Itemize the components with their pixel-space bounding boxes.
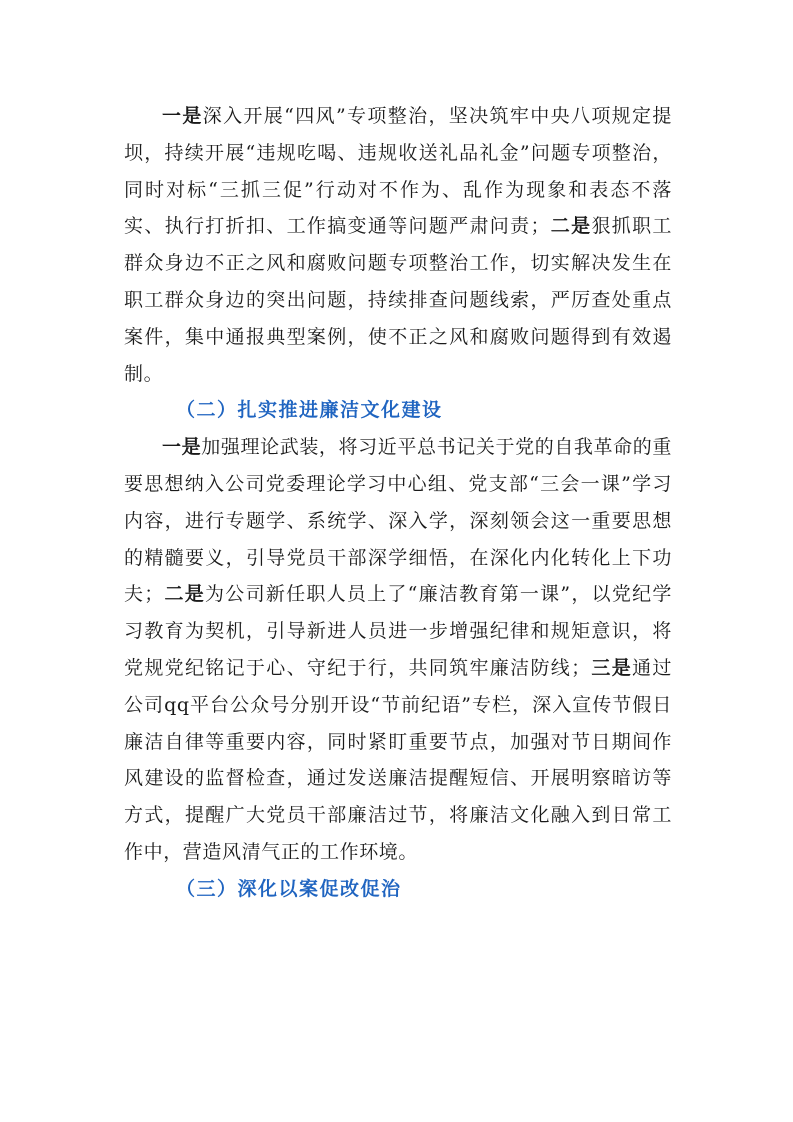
body-paragraph-2 [124,429,672,871]
body-paragraph-1 [124,98,672,392]
lead-phrase: 三是 [590,656,633,679]
document-page [124,98,672,908]
section-heading-3: （三）深化以案促改促治 [176,877,402,900]
section-heading-2: （二）扎实推进廉洁文化建设 [176,399,443,422]
paragraph-text: 为公司新任职人员上了“廉洁教育第一课”，以党纪学习教育为契机，引导新进人员进一步增强纪律和规矩意识，将党规党纪铭记于心、守纪于行，共同筑牢廉洁防线； [124,583,673,679]
paragraph-text: 通过公司qq平台公众号分别开设“节前纪语”专栏，深入宣传节假日廉洁自律等重要内容，同时紧盯重要节点，加强对节日期间作风建设的监督检查，通过发送廉洁提醒短信、开展明察暗访等方式，提醒广大党员干部廉洁过节，将廉洁文化融入到日常工作中，营造风清气正的工作环境。 [124,656,673,863]
lead-phrase: 二是 [163,583,206,606]
lead-phrase: 一是 [162,436,202,459]
paragraph-text: 狠抓职工群众身边不正之风和腐败问题专项整治工作，切实解决发生在职工群众身边的突出问题，持续排查问题线索，严厉查处重点案件，集中通报典型案例，使不正之风和腐败问题得到有效遏制。 [124,215,673,385]
paragraph-text: 加强理论武装，将习近平总书记关于党的自我革命的重要思想纳入公司党委理论学习中心组、党支部“三会一课”学习内容，进行专题学、系统学、深入学，深刻领会这一重要思想的精髓要义，引导党员干部深学细悟，在深化内化转化上下功夫； [124,436,672,606]
paragraph-text: 深入开展“四风”专项整治，坚决筑牢中央八项规定提坝，持续开展“违规吃喝、违规收送礼品礼金”问题专项整治，同时对标“三抓三促”行动对不作为、乱作为现象和表态不落实、执行打折扣、工作搞变通等问题严肃问责； [124,105,672,238]
lead-phrase: 一是 [162,105,203,127]
lead-phrase: 二是 [550,215,592,238]
